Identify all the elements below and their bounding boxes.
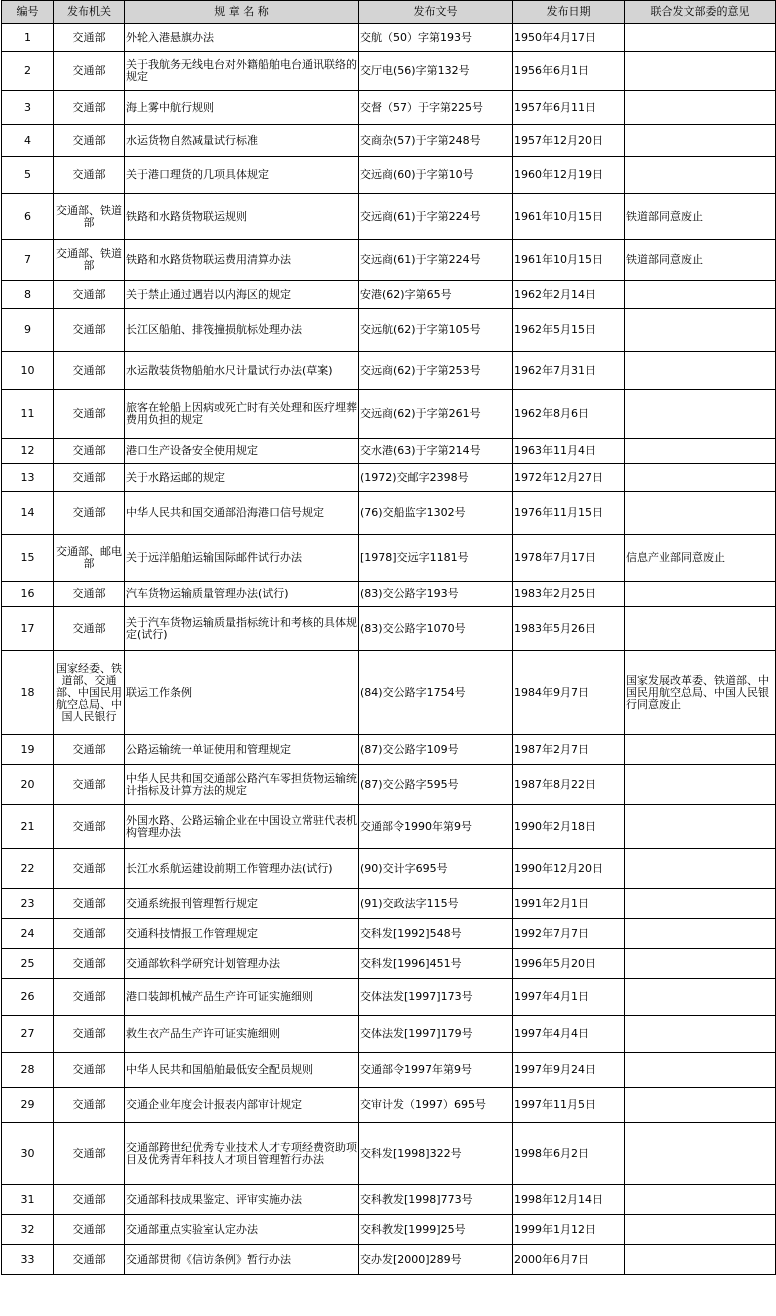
issue-date-cell: 1972年12月27日 — [513, 464, 625, 492]
document-number-cell: 交科教发[1998]773号 — [359, 1185, 513, 1215]
document-number-cell: (90)交计字695号 — [359, 849, 513, 889]
issue-date-cell: 1987年2月7日 — [513, 735, 625, 765]
row-number-cell: 28 — [2, 1053, 54, 1088]
row-number-cell: 32 — [2, 1215, 54, 1245]
row-number-cell: 21 — [2, 805, 54, 849]
issue-date-cell: 1987年8月22日 — [513, 765, 625, 805]
joint-opinion-cell — [625, 52, 776, 91]
joint-opinion-cell — [625, 849, 776, 889]
document-number-cell: 交通部令1997年第9号 — [359, 1053, 513, 1088]
issuing-authority-cell: 交通部 — [54, 91, 125, 125]
joint-opinion-cell: 信息产业部同意废止 — [625, 535, 776, 582]
document-number-cell: (83)交公路字1070号 — [359, 607, 513, 651]
issue-date-cell: 1990年12月20日 — [513, 849, 625, 889]
regulation-name-cell: 交通系统报刊管理暂行规定 — [125, 889, 359, 919]
joint-opinion-cell — [625, 464, 776, 492]
row-number-cell: 27 — [2, 1016, 54, 1053]
regulation-name-cell: 外国水路、公路运输企业在中国设立常驻代表机构管理办法 — [125, 805, 359, 849]
joint-opinion-cell — [625, 805, 776, 849]
issue-date-cell: 1991年2月1日 — [513, 889, 625, 919]
joint-opinion-cell: 国家发展改革委、铁道部、中国民用航空总局、中国人民银行同意废止 — [625, 651, 776, 735]
joint-opinion-cell — [625, 1123, 776, 1185]
issuing-authority-cell: 交通部 — [54, 949, 125, 979]
table-row — [2, 1123, 776, 1185]
row-number-cell: 23 — [2, 889, 54, 919]
document-number-cell: 交科发[1992]548号 — [359, 919, 513, 949]
issuing-authority-cell: 交通部 — [54, 157, 125, 194]
row-number-cell: 19 — [2, 735, 54, 765]
document-number-cell: 交远商(62)于字第253号 — [359, 352, 513, 390]
issue-date-cell: 1976年11月15日 — [513, 492, 625, 535]
document-number-cell: 交厅电(56)字第132号 — [359, 52, 513, 91]
table-row — [2, 91, 776, 125]
table-row — [2, 352, 776, 390]
table-row — [2, 1016, 776, 1053]
table-row — [2, 582, 776, 607]
regulation-name-cell: 交通部科技成果鉴定、评审实施办法 — [125, 1185, 359, 1215]
table-row — [2, 281, 776, 309]
row-number-cell: 7 — [2, 240, 54, 281]
row-number-cell: 13 — [2, 464, 54, 492]
document-number-cell: 交远商(62)于字第261号 — [359, 390, 513, 439]
table-row — [2, 765, 776, 805]
issue-date-cell: 1997年11月5日 — [513, 1088, 625, 1123]
row-number-cell: 1 — [2, 24, 54, 52]
table-row — [2, 1185, 776, 1215]
header-issuing-authority: 发布机关 — [54, 1, 125, 24]
joint-opinion-cell — [625, 919, 776, 949]
joint-opinion-cell — [625, 352, 776, 390]
issue-date-cell: 1962年8月6日 — [513, 390, 625, 439]
issuing-authority-cell: 交通部 — [54, 390, 125, 439]
regulation-name-cell: 交通科技情报工作管理规定 — [125, 919, 359, 949]
table-row — [2, 52, 776, 91]
table-row — [2, 607, 776, 651]
issuing-authority-cell: 交通部 — [54, 582, 125, 607]
table-row — [2, 390, 776, 439]
table-row — [2, 1053, 776, 1088]
issue-date-cell: 1957年6月11日 — [513, 91, 625, 125]
issue-date-cell: 1996年5月20日 — [513, 949, 625, 979]
document-number-cell: 交远商(61)于字第224号 — [359, 194, 513, 240]
document-number-cell: 交通部令1990年第9号 — [359, 805, 513, 849]
issuing-authority-cell: 交通部、铁道部 — [54, 240, 125, 281]
row-number-cell: 14 — [2, 492, 54, 535]
regulation-name-cell: 中华人民共和国交通部沿海港口信号规定 — [125, 492, 359, 535]
joint-opinion-cell — [625, 1088, 776, 1123]
table-row — [2, 464, 776, 492]
issuing-authority-cell: 国家经委、铁道部、交通部、中国民用航空总局、中国人民银行 — [54, 651, 125, 735]
regulation-name-cell: 关于汽车货物运输质量指标统计和考核的具体规定(试行) — [125, 607, 359, 651]
issue-date-cell: 1962年5月15日 — [513, 309, 625, 352]
issue-date-cell: 1960年12月19日 — [513, 157, 625, 194]
header-document-number: 发布文号 — [359, 1, 513, 24]
regulation-name-cell: 中华人民共和国交通部公路汽车零担货物运输统计指标及计算方法的规定 — [125, 765, 359, 805]
regulation-name-cell: 交通企业年度会计报表内部审计规定 — [125, 1088, 359, 1123]
table-row — [2, 979, 776, 1016]
row-number-cell: 9 — [2, 309, 54, 352]
regulation-name-cell: 水运货物自然减量试行标准 — [125, 125, 359, 157]
joint-opinion-cell: 铁道部同意废止 — [625, 194, 776, 240]
issuing-authority-cell: 交通部 — [54, 1016, 125, 1053]
document-number-cell: (1972)交邮字2398号 — [359, 464, 513, 492]
regulation-name-cell: 旅客在轮船上因病或死亡时有关处理和医疗埋葬费用负担的规定 — [125, 390, 359, 439]
header-joint-opinion: 联合发文部委的意见 — [625, 1, 776, 24]
regulation-name-cell: 救生衣产品生产许可证实施细则 — [125, 1016, 359, 1053]
regulation-name-cell: 公路运输统一单证使用和管理规定 — [125, 735, 359, 765]
regulation-name-cell: 港口装卸机械产品生产许可证实施细则 — [125, 979, 359, 1016]
regulation-name-cell: 汽车货物运输质量管理办法(试行) — [125, 582, 359, 607]
issue-date-cell: 2000年6月7日 — [513, 1245, 625, 1275]
document-number-cell: (76)交船监字1302号 — [359, 492, 513, 535]
regulation-name-cell: 关于我航务无线电台对外籍船舶电台通讯联络的规定 — [125, 52, 359, 91]
document-number-cell: 交督（57）于字第225号 — [359, 91, 513, 125]
table-row — [2, 240, 776, 281]
regulation-name-cell: 港口生产设备安全使用规定 — [125, 439, 359, 464]
issuing-authority-cell: 交通部 — [54, 24, 125, 52]
regulation-name-cell: 外轮入港悬旗办法 — [125, 24, 359, 52]
table-row — [2, 889, 776, 919]
joint-opinion-cell — [625, 91, 776, 125]
row-number-cell: 12 — [2, 439, 54, 464]
joint-opinion-cell — [625, 1245, 776, 1275]
regulation-name-cell: 交通部重点实验室认定办法 — [125, 1215, 359, 1245]
joint-opinion-cell — [625, 607, 776, 651]
regulation-name-cell: 关于禁止通过遇岩以内海区的规定 — [125, 281, 359, 309]
row-number-cell: 2 — [2, 52, 54, 91]
table-body — [2, 24, 776, 1275]
regulations-table — [1, 0, 776, 1275]
issuing-authority-cell: 交通部 — [54, 1053, 125, 1088]
issuing-authority-cell: 交通部 — [54, 52, 125, 91]
row-number-cell: 30 — [2, 1123, 54, 1185]
regulation-name-cell: 长江区船舶、排筏撞损航标处理办法 — [125, 309, 359, 352]
document-number-cell: 交体法发[1997]179号 — [359, 1016, 513, 1053]
issue-date-cell: 1998年12月14日 — [513, 1185, 625, 1215]
issue-date-cell: 1984年9月7日 — [513, 651, 625, 735]
joint-opinion-cell — [625, 979, 776, 1016]
joint-opinion-cell — [625, 390, 776, 439]
joint-opinion-cell — [625, 1016, 776, 1053]
regulation-name-cell: 海上雾中航行规则 — [125, 91, 359, 125]
joint-opinion-cell — [625, 889, 776, 919]
issuing-authority-cell: 交通部 — [54, 805, 125, 849]
issuing-authority-cell: 交通部 — [54, 309, 125, 352]
issue-date-cell: 1997年4月4日 — [513, 1016, 625, 1053]
issuing-authority-cell: 交通部 — [54, 352, 125, 390]
issuing-authority-cell: 交通部 — [54, 1215, 125, 1245]
document-number-cell: 交体法发[1997]173号 — [359, 979, 513, 1016]
issuing-authority-cell: 交通部 — [54, 889, 125, 919]
regulation-name-cell: 水运散装货物船舶水尺计量试行办法(草案) — [125, 352, 359, 390]
issuing-authority-cell: 交通部 — [54, 125, 125, 157]
issue-date-cell: 1962年2月14日 — [513, 281, 625, 309]
issue-date-cell: 1961年10月15日 — [513, 194, 625, 240]
document-number-cell: (87)交公路字109号 — [359, 735, 513, 765]
table-row — [2, 1088, 776, 1123]
regulation-name-cell: 交通部跨世纪优秀专业技术人才专项经费资助项目及优秀青年科技人才项目管理暂行办法 — [125, 1123, 359, 1185]
table-row — [2, 651, 776, 735]
row-number-cell: 26 — [2, 979, 54, 1016]
regulation-name-cell: 交通部软科学研究计划管理办法 — [125, 949, 359, 979]
row-number-cell: 8 — [2, 281, 54, 309]
row-number-cell: 18 — [2, 651, 54, 735]
issuing-authority-cell: 交通部 — [54, 439, 125, 464]
row-number-cell: 33 — [2, 1245, 54, 1275]
issue-date-cell: 1950年4月17日 — [513, 24, 625, 52]
row-number-cell: 5 — [2, 157, 54, 194]
joint-opinion-cell — [625, 1185, 776, 1215]
document-number-cell: [1978]交远字1181号 — [359, 535, 513, 582]
issue-date-cell: 1999年1月12日 — [513, 1215, 625, 1245]
table-row — [2, 1215, 776, 1245]
row-number-cell: 4 — [2, 125, 54, 157]
header-number: 编号 — [2, 1, 54, 24]
joint-opinion-cell — [625, 157, 776, 194]
table-row — [2, 439, 776, 464]
table-row — [2, 157, 776, 194]
document-number-cell: (84)交公路字1754号 — [359, 651, 513, 735]
joint-opinion-cell — [625, 281, 776, 309]
issue-date-cell: 1956年6月1日 — [513, 52, 625, 91]
issuing-authority-cell: 交通部 — [54, 979, 125, 1016]
header-issue-date: 发布日期 — [513, 1, 625, 24]
joint-opinion-cell — [625, 1053, 776, 1088]
joint-opinion-cell — [625, 309, 776, 352]
issue-date-cell: 1997年4月1日 — [513, 979, 625, 1016]
document-number-cell: 交办发[2000]289号 — [359, 1245, 513, 1275]
issuing-authority-cell: 交通部 — [54, 492, 125, 535]
issue-date-cell: 1978年7月17日 — [513, 535, 625, 582]
issue-date-cell: 1997年9月24日 — [513, 1053, 625, 1088]
document-number-cell: 交科发[1998]322号 — [359, 1123, 513, 1185]
row-number-cell: 11 — [2, 390, 54, 439]
issue-date-cell: 1962年7月31日 — [513, 352, 625, 390]
table-row — [2, 949, 776, 979]
table-header-row — [2, 1, 776, 24]
joint-opinion-cell — [625, 735, 776, 765]
row-number-cell: 17 — [2, 607, 54, 651]
table-row — [2, 309, 776, 352]
regulation-name-cell: 长江水系航运建设前期工作管理办法(试行) — [125, 849, 359, 889]
document-number-cell: 交远商(61)于字第224号 — [359, 240, 513, 281]
document-number-cell: 交水港(63)于字第214号 — [359, 439, 513, 464]
table-row — [2, 24, 776, 52]
table-row — [2, 125, 776, 157]
joint-opinion-cell — [625, 439, 776, 464]
row-number-cell: 10 — [2, 352, 54, 390]
joint-opinion-cell — [625, 1215, 776, 1245]
issuing-authority-cell: 交通部 — [54, 1123, 125, 1185]
regulation-name-cell: 关于港口理货的几项具体规定 — [125, 157, 359, 194]
issuing-authority-cell: 交通部 — [54, 607, 125, 651]
regulation-name-cell: 交通部贯彻《信访条例》暂行办法 — [125, 1245, 359, 1275]
row-number-cell: 16 — [2, 582, 54, 607]
issuing-authority-cell: 交通部 — [54, 765, 125, 805]
row-number-cell: 25 — [2, 949, 54, 979]
issuing-authority-cell: 交通部 — [54, 281, 125, 309]
joint-opinion-cell: 铁道部同意废止 — [625, 240, 776, 281]
regulation-name-cell: 联运工作条例 — [125, 651, 359, 735]
table-row — [2, 535, 776, 582]
document-number-cell: (83)交公路字193号 — [359, 582, 513, 607]
table-row — [2, 492, 776, 535]
issuing-authority-cell: 交通部、铁道部 — [54, 194, 125, 240]
joint-opinion-cell — [625, 582, 776, 607]
document-number-cell: 交审计发（1997）695号 — [359, 1088, 513, 1123]
issuing-authority-cell: 交通部、邮电部 — [54, 535, 125, 582]
issue-date-cell: 1992年7月7日 — [513, 919, 625, 949]
issue-date-cell: 1963年11月4日 — [513, 439, 625, 464]
joint-opinion-cell — [625, 949, 776, 979]
issuing-authority-cell: 交通部 — [54, 919, 125, 949]
table-row — [2, 735, 776, 765]
joint-opinion-cell — [625, 492, 776, 535]
issuing-authority-cell: 交通部 — [54, 1088, 125, 1123]
row-number-cell: 29 — [2, 1088, 54, 1123]
document-number-cell: 交科教发[1999]25号 — [359, 1215, 513, 1245]
document-number-cell: 交商杂(57)于字第248号 — [359, 125, 513, 157]
joint-opinion-cell — [625, 765, 776, 805]
table-row — [2, 1245, 776, 1275]
header-regulation-name: 规 章 名 称 — [125, 1, 359, 24]
issuing-authority-cell: 交通部 — [54, 735, 125, 765]
issue-date-cell: 1983年5月26日 — [513, 607, 625, 651]
regulation-name-cell: 关于水路运邮的规定 — [125, 464, 359, 492]
issue-date-cell: 1990年2月18日 — [513, 805, 625, 849]
document-number-cell: 交远航(62)于字第105号 — [359, 309, 513, 352]
regulation-name-cell: 中华人民共和国船舶最低安全配员规则 — [125, 1053, 359, 1088]
table-row — [2, 919, 776, 949]
document-number-cell: 交科发[1996]451号 — [359, 949, 513, 979]
row-number-cell: 31 — [2, 1185, 54, 1215]
row-number-cell: 20 — [2, 765, 54, 805]
document-number-cell: 交远商(60)于字第10号 — [359, 157, 513, 194]
row-number-cell: 24 — [2, 919, 54, 949]
joint-opinion-cell — [625, 125, 776, 157]
issuing-authority-cell: 交通部 — [54, 464, 125, 492]
table-row — [2, 849, 776, 889]
issuing-authority-cell: 交通部 — [54, 1245, 125, 1275]
issue-date-cell: 1983年2月25日 — [513, 582, 625, 607]
issue-date-cell: 1998年6月2日 — [513, 1123, 625, 1185]
issuing-authority-cell: 交通部 — [54, 849, 125, 889]
document-number-cell: (91)交政法字115号 — [359, 889, 513, 919]
document-number-cell: 安港(62)字第65号 — [359, 281, 513, 309]
regulation-name-cell: 铁路和水路货物联运规则 — [125, 194, 359, 240]
issue-date-cell: 1957年12月20日 — [513, 125, 625, 157]
issue-date-cell: 1961年10月15日 — [513, 240, 625, 281]
regulation-name-cell: 铁路和水路货物联运费用清算办法 — [125, 240, 359, 281]
issuing-authority-cell: 交通部 — [54, 1185, 125, 1215]
table-row — [2, 805, 776, 849]
document-number-cell: 交航（50）字第193号 — [359, 24, 513, 52]
table-row — [2, 194, 776, 240]
row-number-cell: 22 — [2, 849, 54, 889]
row-number-cell: 6 — [2, 194, 54, 240]
document-number-cell: (87)交公路字595号 — [359, 765, 513, 805]
row-number-cell: 3 — [2, 91, 54, 125]
row-number-cell: 15 — [2, 535, 54, 582]
joint-opinion-cell — [625, 24, 776, 52]
regulation-name-cell: 关于远洋船舶运输国际邮件试行办法 — [125, 535, 359, 582]
